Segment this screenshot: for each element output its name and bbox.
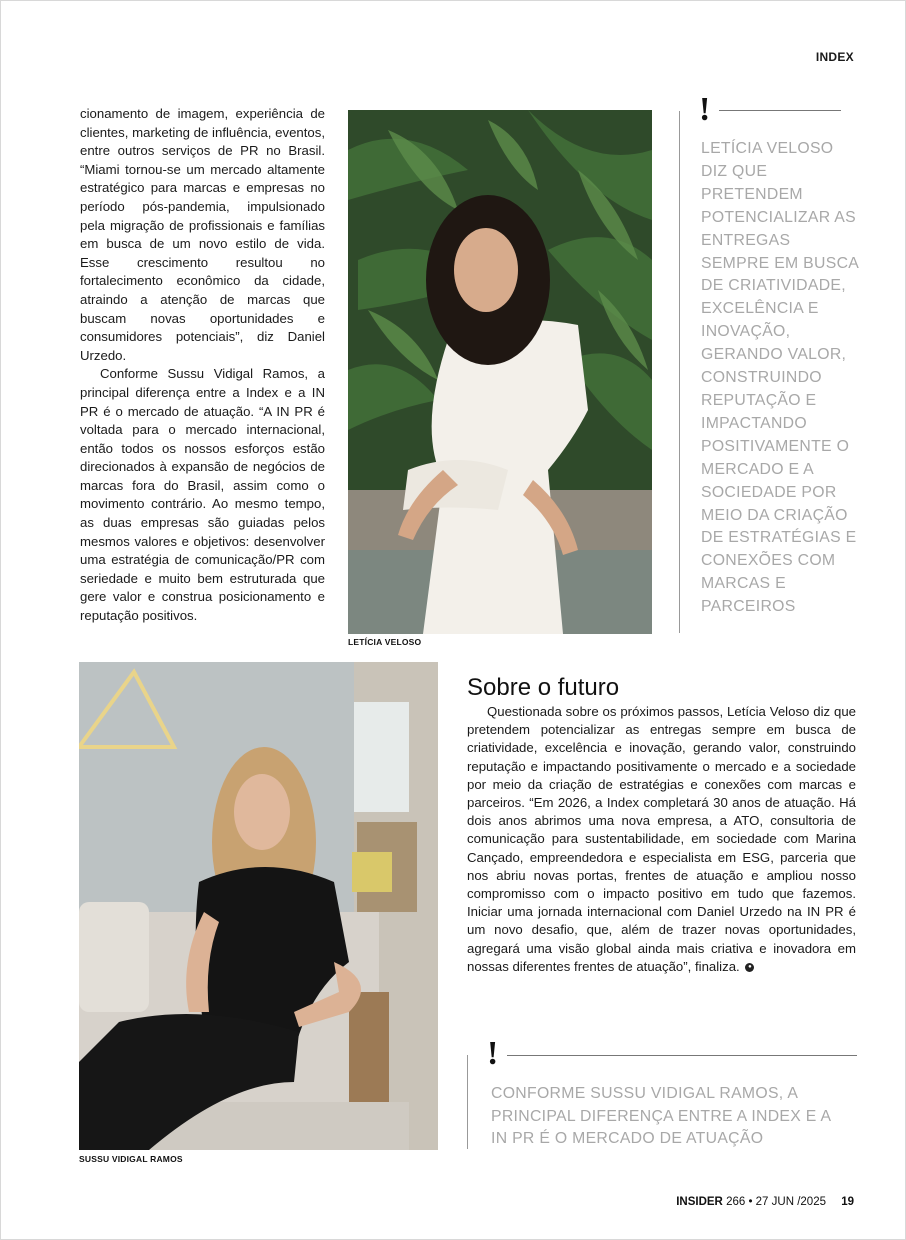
left-column-text	[80, 105, 325, 626]
end-mark-icon: ●	[745, 963, 754, 972]
pull-quote	[679, 93, 859, 633]
body-paragraph	[467, 703, 856, 976]
exclamation-icon: !	[699, 91, 711, 128]
photo-leticia-veloso	[348, 110, 652, 634]
issue-info: 266 • 27 JUN /2025	[726, 1196, 826, 1208]
exclamation-icon: !	[487, 1035, 499, 1072]
quote-rule-vertical	[679, 111, 680, 633]
page-number: 19	[841, 1196, 854, 1208]
photo-caption: LETÍCIA VELOSO	[348, 637, 422, 647]
body-paragraph: cionamento de imagem, experiência de clientes, marketing de influência, eventos, entre outros serviços de PR no Brasil. “Miami tornou-se um mercado altamente estratégico para marcas e empresas no período pós-pandemia, impulsionado pela migração de profissionais e famílias em busca de um novo estilo de vida. Esse crescimento resultou no fortalecimento econômico da cidade, atraindo a atenção de marcas que buscam novas oportunidades e consumidores potenciais”, diz Daniel Urzedo.	[80, 106, 325, 363]
right-column-text	[467, 703, 856, 976]
pull-quote-text: CONFORME SUSSU VIDIGAL RAMOS, A PRINCIPAL DIFERENÇA ENTRE A INDEX E A IN PR É O MERCADO DE ATUAÇÃO	[491, 1085, 831, 1148]
photo-sussu-vidigal-ramos	[79, 662, 438, 1150]
page-footer	[676, 1196, 854, 1208]
pull-quote	[467, 1037, 859, 1149]
quote-rule-vertical	[467, 1055, 468, 1149]
section-heading: Sobre o futuro	[467, 674, 620, 701]
body-text: Questionada sobre os próximos passos, Letícia Veloso diz que pretendem potencializar as entregas sempre em busca de criatividade, excelência e inovação, gerando valor, construindo reputação e impactando positivamente o mercado e a sociedade por meio da criação de estratégias e conexões com marcas e parceiros. “Em 2026, a Index completará 30 anos de atuação. Há dois anos abrimos uma nova empresa, a ATO, consultoria de comunicação para sustentabilidade, em sociedade com Marina Cançado, empreendedora e especialista em ESG, parceria que nos abriu novas portas, frentes de atuação e ampliou nosso compromisso com o impacto positivo em tudo que fazemos. Iniciar uma jornada internacional com Daniel Urzedo na IN PR é um novo desafio, que, além de trazer novas oportunidades, agregará uma visão global ainda mais criativa e inovadora em nossas diferentes frentes de atuação”, finaliza.	[467, 704, 856, 974]
section-tag: INDEX	[815, 50, 854, 64]
body-paragraph: Conforme Sussu Vidigal Ramos, a principal diferença entre a Index e a IN PR é o mercado de atuação. “A IN PR é voltada para o mercado internacional, então todos os nossos esforços estão direcionados à expansão de negócios de marcas fora do Brasil, assim como o movimento contrário. Ao mesmo tempo, as duas empresas são guiadas pelos mesmos valores e objetivos: desenvolver uma estratégia de comunicação/PR com seriedade e muito bem estruturada que gere valor e construa posicionamento e reputação positivos.	[80, 366, 325, 624]
photo-caption: SUSSU VIDIGAL RAMOS	[79, 1154, 183, 1164]
pull-quote-text: LETÍCIA VELOSO DIZ QUE PRETENDEM POTENCIALIZAR AS ENTREGAS SEMPRE EM BUSCA DE CRIATIVIDADE, EXCELÊNCIA E INOVAÇÃO, GERANDO VALOR, CONSTRUINDO REPUTAÇÃO E IMPACTANDO POSITIVAMENTE O MERCADO E A SOCIEDADE POR MEIO DA CRIAÇÃO DE ESTRATÉGIAS E CONEXÕES COM MARCAS E PARCEIROS	[701, 140, 859, 616]
quote-rule-horizontal	[507, 1055, 857, 1056]
quote-rule-horizontal	[719, 110, 841, 111]
magazine-name: INSIDER	[676, 1196, 723, 1208]
